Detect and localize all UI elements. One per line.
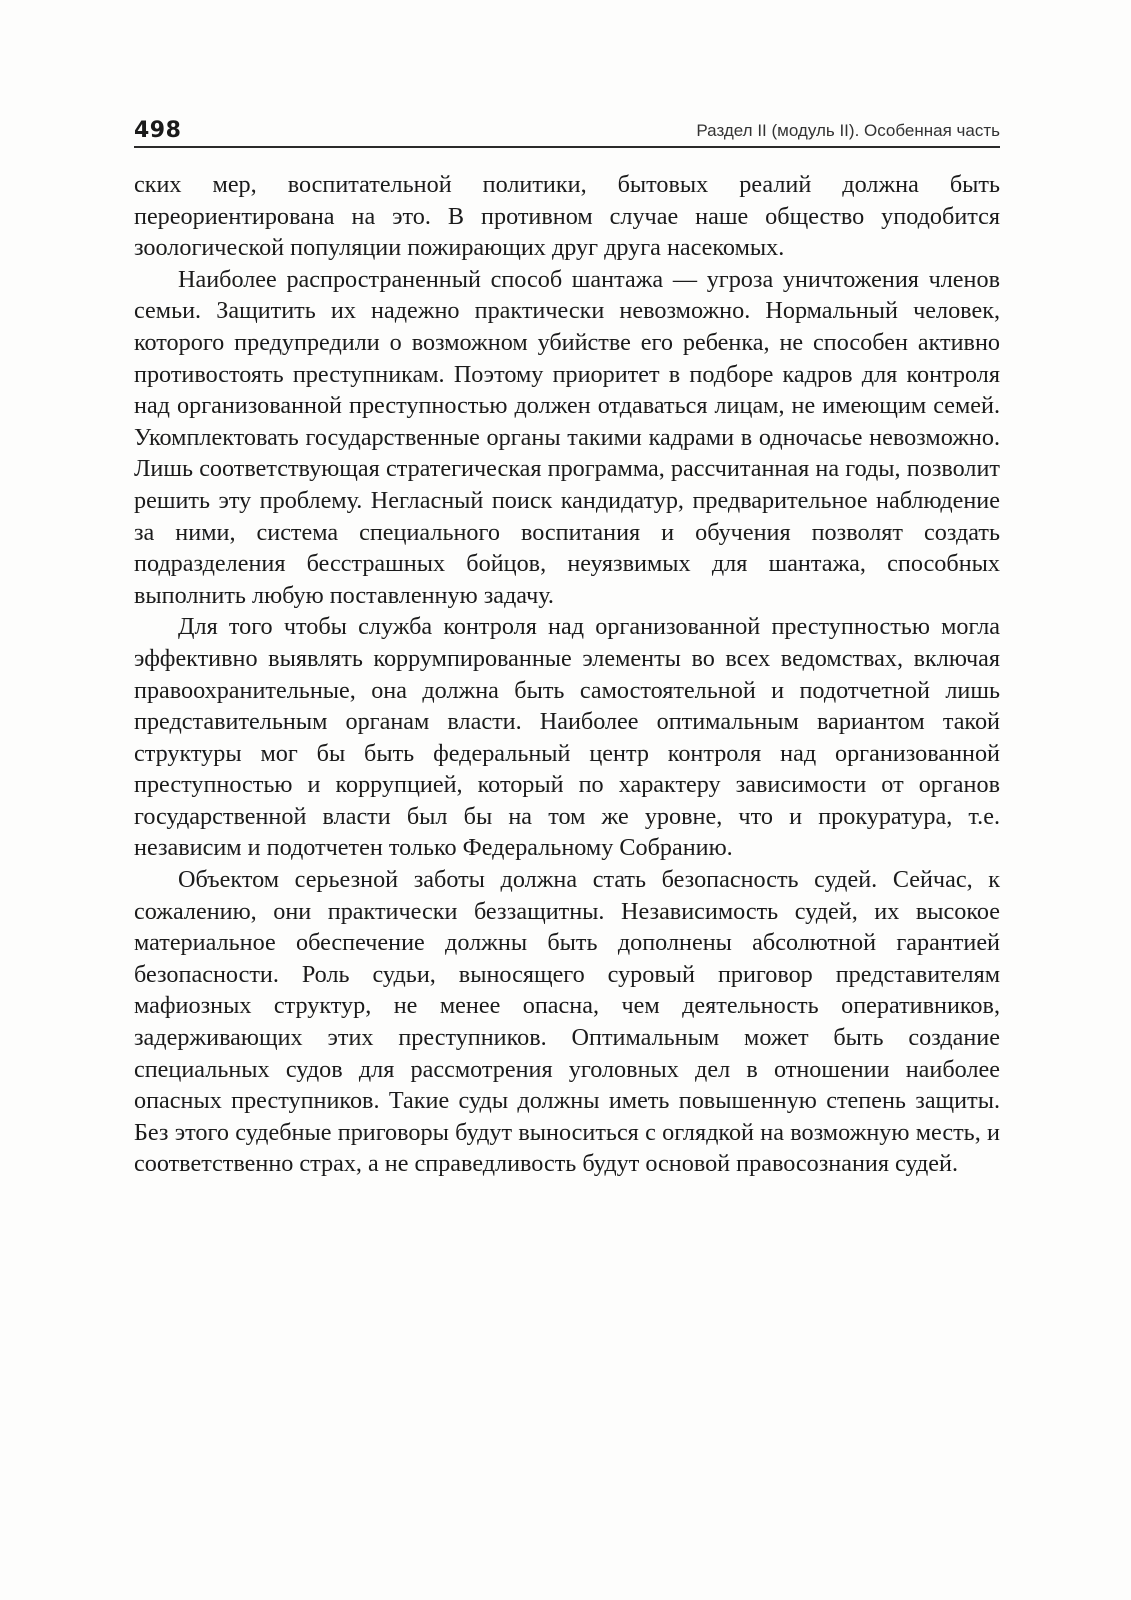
paragraph-continuation: ских мер, воспитательной политики, бытовых реалий должна быть переориентирована на это. В противном случае наше общество уподобится зоологической популяции пожирающих друг друга насекомых. [134,171,1000,262]
paragraph: Для того чтобы служба контроля над организованной преступностью могла эффективно выявлять коррумпированные элементы во всех ведомствах, включая правоохранительные, она должна быть самостоятельной и подотчетной лишь представительным органам власти. Наиболее оптимальным вариантом такой структуры мог бы быть федеральный центр контроля над организованной преступностью и коррупцией, который по характеру зависимости от органов государственной власти был бы на том же уровне, что и прокуратура, т.е. независим и подотчетен только Федеральному Собранию. [134,613,1000,862]
paragraph: Объектом серьезной заботы должна стать безопасность судей. Сейчас, к сожалению, они практически беззащитны. Независимость судей, их высокое материальное обеспечение должны быть дополнены абсолютной гарантией безопасности. Роль судьи, выносящего суровый приговор представителям мафиозных структур, не менее опасна, чем деятельность оперативников, задерживающих этих преступников. Оптимальным может быть создание специальных судов для рассмотрения уголовных дел в отношении наиболее опасных преступников. Такие суды должны иметь повышенную степень защиты. Без этого судебные приговоры будут выноситься с оглядкой на возможную месть, и соответственно страх, а не справедливость будут основой правосознания судей. [134,866,1000,1178]
page-number: 498 [134,118,182,143]
page-header [134,112,1000,148]
running-head: Раздел II (модуль II). Особенная часть [696,121,1000,140]
paragraph: Наиболее распространенный способ шантажа — угроза уничтожения членов семьи. Защитить их надежно практически невозможно. Нормальный человек, которого предупредили о возможном убийстве его ребенка, не способен активно противостоять преступникам. Поэтому приоритет в подборе кадров для контроля над организованной преступностью должен отдаваться лицам, не имеющим семей. Укомплектовать государственные органы такими кадрами в одночасье невозможно. Лишь соответствующая стратегическая программа, рассчитанная на годы, позволит решить эту проблему. Негласный поиск кандидатур, предварительное наблюдение за ними, система специального воспитания и обучения позволят создать подразделения бесстрашных бойцов, неуязвимых для шантажа, способных выполнить любую поставленную задачу. [134,265,1000,609]
body-text [134,169,1000,1180]
